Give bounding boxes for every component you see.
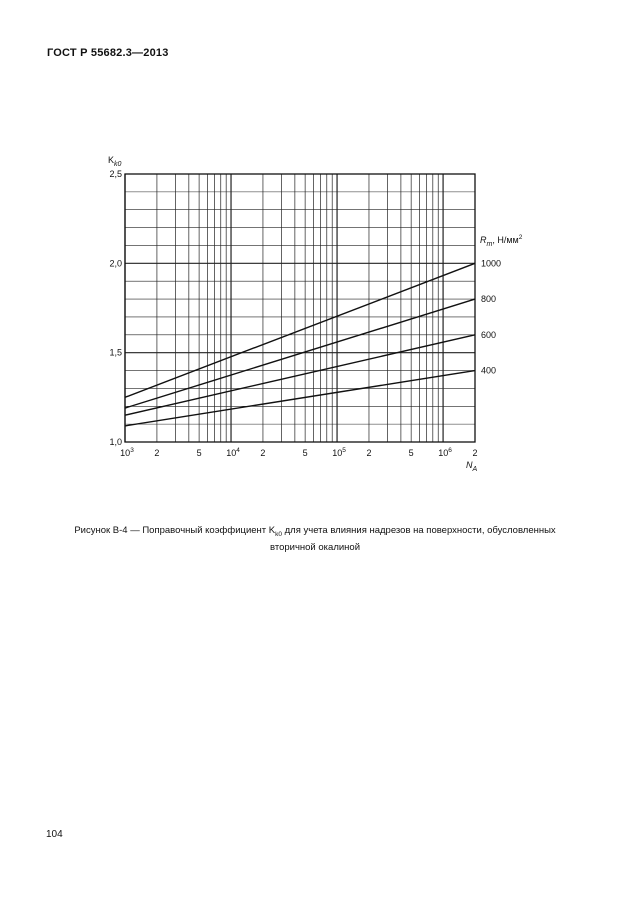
y-tick-label: 2,5 <box>109 169 122 179</box>
caption-text-start: Рисунок В-4 — Поправочный коэффициент K <box>74 525 276 536</box>
series-label-800: 800 <box>481 294 497 305</box>
x-tick-label: $10^4$ <box>226 447 240 458</box>
series-label-400: 400 <box>481 365 497 376</box>
x-tick-label-exponent: 3 <box>130 447 134 454</box>
document-header: ГОСТ Р 55682.3—2013 <box>47 47 169 59</box>
series-line-600 <box>125 335 475 415</box>
legend-title-symbol: R <box>480 235 487 245</box>
series-line-800 <box>125 299 475 408</box>
x-tick-label-exponent: 6 <box>448 447 452 454</box>
x-tick-label: 5 <box>302 448 308 458</box>
plot-border <box>125 174 475 442</box>
axis-text <box>108 155 523 473</box>
x-axis-label: $N_A$ <box>466 460 478 473</box>
x-tick-label: 2 <box>366 448 372 458</box>
grid-lines <box>125 174 475 442</box>
series-label-1000: 1000 <box>481 258 502 269</box>
x-tick-label: $10^3$ <box>120 447 134 458</box>
y-tick-label: 2,0 <box>109 258 122 269</box>
caption-text-end: для учета влияния надрезов на поверхности, обусловленных <box>281 525 556 536</box>
series-line-1000 <box>125 263 475 397</box>
figure-caption <box>30 524 600 554</box>
legend-title-unit: , Н/мм <box>492 235 519 245</box>
x-tick-label: 2 <box>472 448 478 458</box>
series-label-600: 600 <box>481 329 497 340</box>
x-tick-label: 2 <box>154 448 160 458</box>
page-number: 104 <box>46 829 63 840</box>
x-tick-label: $10^6$ <box>438 447 452 458</box>
series-line-400 <box>125 371 475 426</box>
x-tick-label-exponent: 5 <box>342 447 346 454</box>
x-tick-label: $10^5$ <box>332 447 346 458</box>
plot-frame <box>125 174 475 442</box>
x-axis-label-subscript: A <box>472 466 478 473</box>
legend-title-exponent: 2 <box>518 234 523 241</box>
caption-line-1 <box>30 524 600 541</box>
y-axis-label: $K_{k0}$ <box>108 155 122 168</box>
x-tick-label: 5 <box>196 448 202 458</box>
y-tick-label: 1,0 <box>109 437 122 447</box>
y-tick-label: 1,5 <box>109 347 122 358</box>
x-tick-label-exponent: 4 <box>236 447 240 454</box>
x-tick-label: 2 <box>260 448 266 458</box>
caption-subscript: k0 <box>275 530 282 538</box>
series-lines <box>125 263 475 426</box>
legend-title <box>480 234 523 248</box>
x-tick-label: 5 <box>408 448 414 458</box>
y-axis-label-subscript: k0 <box>114 161 122 168</box>
caption-line-2: вторичной окалиной <box>270 541 360 553</box>
legend-title-subscript: m <box>486 241 493 248</box>
